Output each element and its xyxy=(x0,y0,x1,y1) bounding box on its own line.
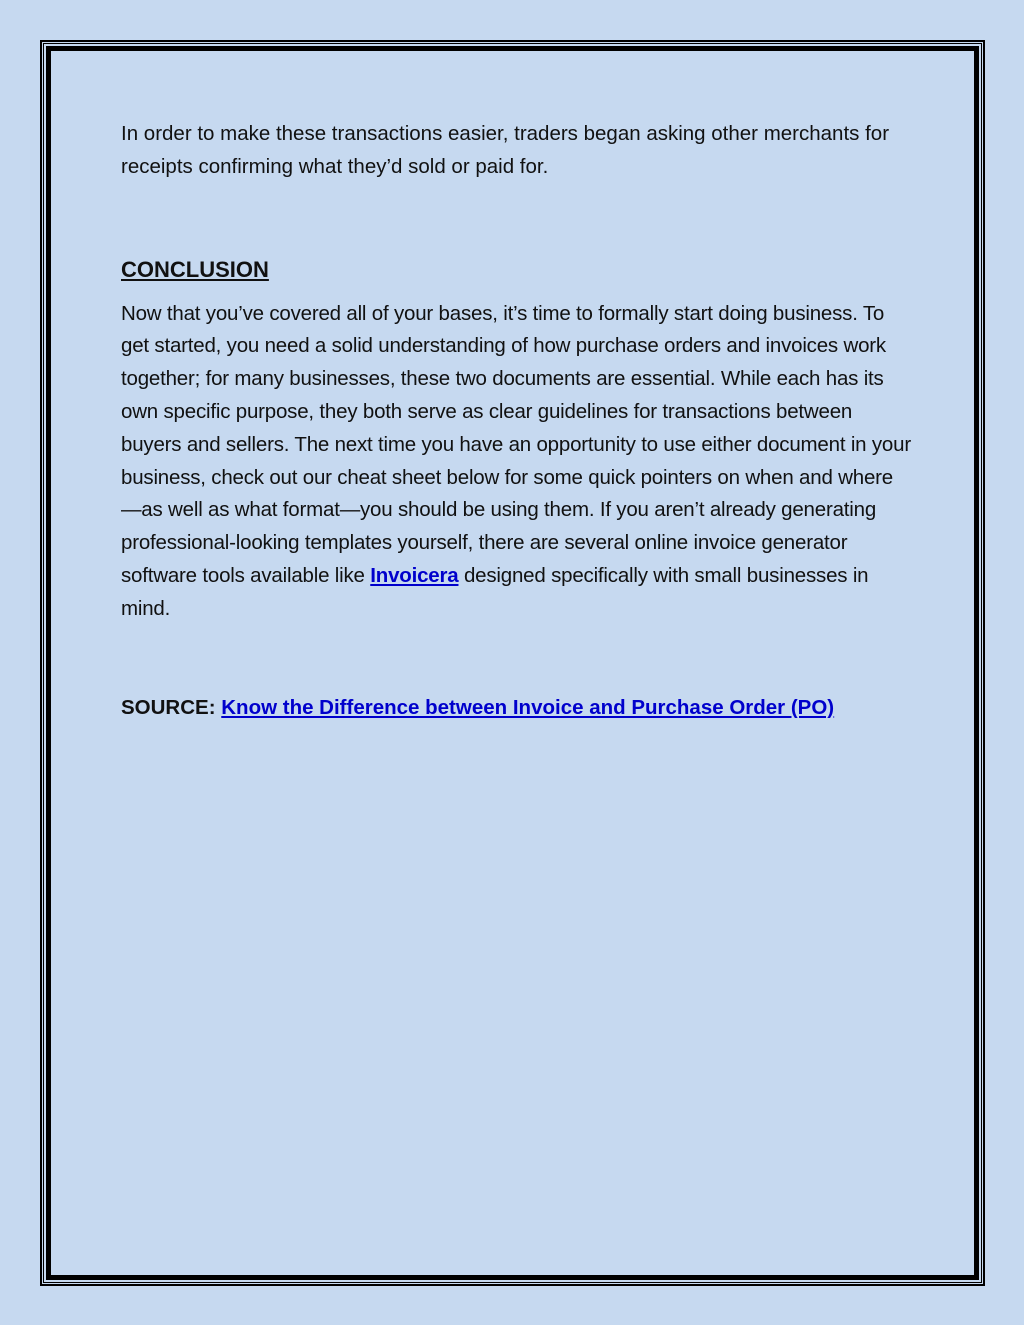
conclusion-paragraph xyxy=(121,298,911,626)
source-label: SOURCE: xyxy=(121,695,216,719)
conclusion-text-before-link: Now that you’ve covered all of your bases, it’s time to formally start doing business. To get started, you need a solid understanding of how purchase orders and invoices work together; for many businesses, these two documents are essential. While each has its own specific purpose, they both serve as clear guidelines for transactions between buyers and sellers. The next time you have an opportunity to use either document in your business, check out our cheat sheet below for some quick pointers on when and where—as well as what format—you should be using them. If you aren’t already generating professional-looking templates yourself, there are several online invoice generator software tools available like xyxy=(121,301,911,587)
conclusion-heading: CONCLUSION xyxy=(121,256,269,282)
intro-paragraph: In order to make these transactions easier, traders began asking other merchants for receipts confirming what they’d sold or paid for. xyxy=(121,122,890,178)
conclusion-text-after-link: designed specifically with small businesses in mind. xyxy=(121,563,869,620)
document-content xyxy=(121,118,911,724)
source-link[interactable]: Know the Difference between Invoice and Purchase Order (PO) xyxy=(221,695,835,719)
source-line xyxy=(121,692,911,725)
invoicera-link[interactable]: Invoicera xyxy=(370,563,459,587)
